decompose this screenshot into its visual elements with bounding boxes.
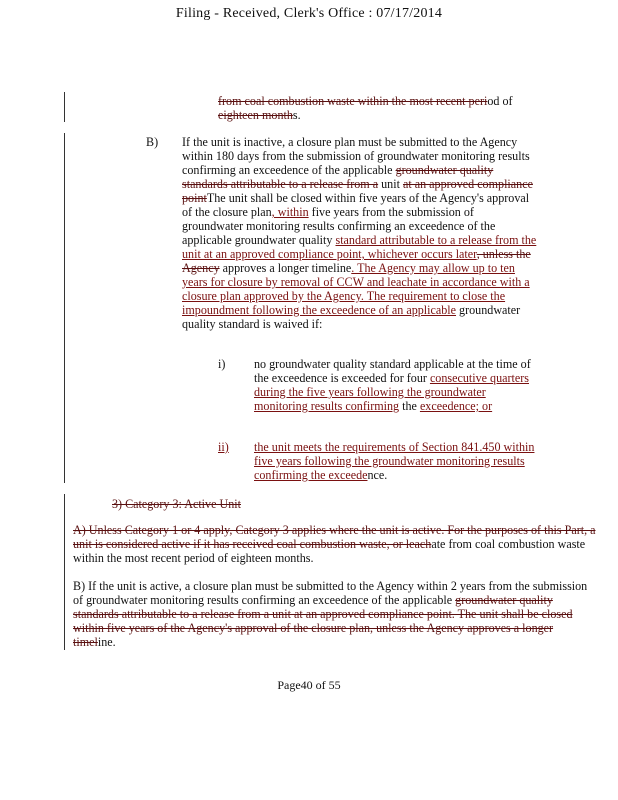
- page-of: of: [312, 678, 329, 692]
- section-b-deleted-2: at an approved compliance point: [182, 177, 533, 205]
- sub-i-body: [254, 357, 536, 413]
- section-b-text-5: groundwater quality standard is waived if:: [182, 303, 521, 331]
- revision-bar-cat3: [64, 494, 65, 650]
- category-3-para-a: [73, 523, 597, 565]
- continuation-deleted: from coal combustion waste within the most recent peri: [218, 94, 488, 108]
- category-3-b-text: B) If the unit is active, a closure plan must be submitted to the Agency within 2 years from the submission of groundwater monitoring results confirming an exceedence of the applicable: [73, 579, 588, 607]
- sub-ii-body: [254, 440, 536, 482]
- category-3-heading: [112, 497, 241, 511]
- revision-bar-top: [64, 92, 65, 122]
- section-b-deleted-3: , unless the Agency: [182, 247, 531, 275]
- category-3-a-text: ate from coal combustion waste within the most recent period of eighteen months.: [73, 537, 586, 565]
- sub-ii-label: [218, 440, 229, 454]
- category-3-para-b: [73, 579, 597, 649]
- section-b-inserted-2: standard attributable to a release from the unit at an approved compliance point, whichever occurs later: [182, 233, 537, 261]
- continuation-deleted-2: eighteen month: [218, 108, 293, 122]
- section-b-body: [182, 135, 538, 331]
- sub-i-text: no groundwater quality standard applicable at the time of the exceedence is exceeded for four: [254, 357, 531, 385]
- filing-header: Filing - Received, Clerk's Office : 07/17/2014: [175, 6, 443, 21]
- category-3-b-deleted: groundwater quality standards attributable to a release from a unit at an approved compliance point. The unit shall be closed within five years of the Agency's approval of the closure plan, unless the Agency approves a longer timel: [73, 593, 573, 649]
- section-b-text-4: approves a longer timeline: [219, 261, 352, 275]
- top-continuation: [218, 94, 558, 122]
- section-b-text-1: If the unit is inactive, a closure plan must be submitted to the Agency within 180 days from the submission of groundwater monitoring results confirming an exceedence of the applicable: [182, 135, 530, 177]
- sub-i-inserted: consecutive quarters during the five years following the groundwater monitoring results confirming: [254, 371, 529, 413]
- sub-i-text-2: the: [399, 399, 420, 413]
- section-b-text-3: five years from the submission of groundwater monitoring results confirming an exceedence of the applicable groundwater quality: [182, 205, 496, 247]
- page-footer: [0, 678, 618, 693]
- category-3-b-text-end: ine.: [97, 635, 116, 649]
- category-3-heading-text: 3) Category 3: Active Unit: [112, 497, 241, 511]
- section-b-deleted-1: groundwater quality standards attributable to a release from a: [182, 163, 494, 191]
- continuation-plain: od of: [487, 94, 513, 108]
- sub-ii-inserted: the unit meets the requirements of Section 841.450 within five years following the groundwater monitoring results confirming the exceede: [254, 440, 535, 482]
- revision-bar-b: [64, 133, 65, 483]
- section-b-text-2: The unit shall be closed within five years of the Agency's approval of the closure plan: [182, 191, 530, 219]
- category-3-a-deleted: A) Unless Category 1 or 4 apply, Category 3 applies where the unit is active. For the purposes of this Part, a unit is considered active if it has received coal combustion waste, or leach: [73, 523, 596, 551]
- sub-ii-text-end: nce.: [367, 468, 388, 482]
- page-label: Page: [277, 678, 301, 692]
- section-b-inserted-1: , within: [271, 205, 309, 219]
- sub-i-inserted-2: exceedence; or: [419, 399, 493, 413]
- sub-ii-label-text: ii): [218, 440, 229, 454]
- sub-i-label: i): [218, 357, 226, 371]
- page-total: 55: [328, 678, 341, 692]
- section-b-text-1b: unit: [378, 177, 403, 191]
- continuation-plain-2: s.: [292, 108, 301, 122]
- section-b-inserted-3: . The Agency may allow up to ten years for closure by removal of CCW and leachate in accordance with a closure plan approved by the Agency. The requirement to close the impoundment following the exceedence of an applicable: [182, 261, 530, 317]
- section-b-label: B): [146, 135, 159, 149]
- page-number: 40: [300, 678, 313, 692]
